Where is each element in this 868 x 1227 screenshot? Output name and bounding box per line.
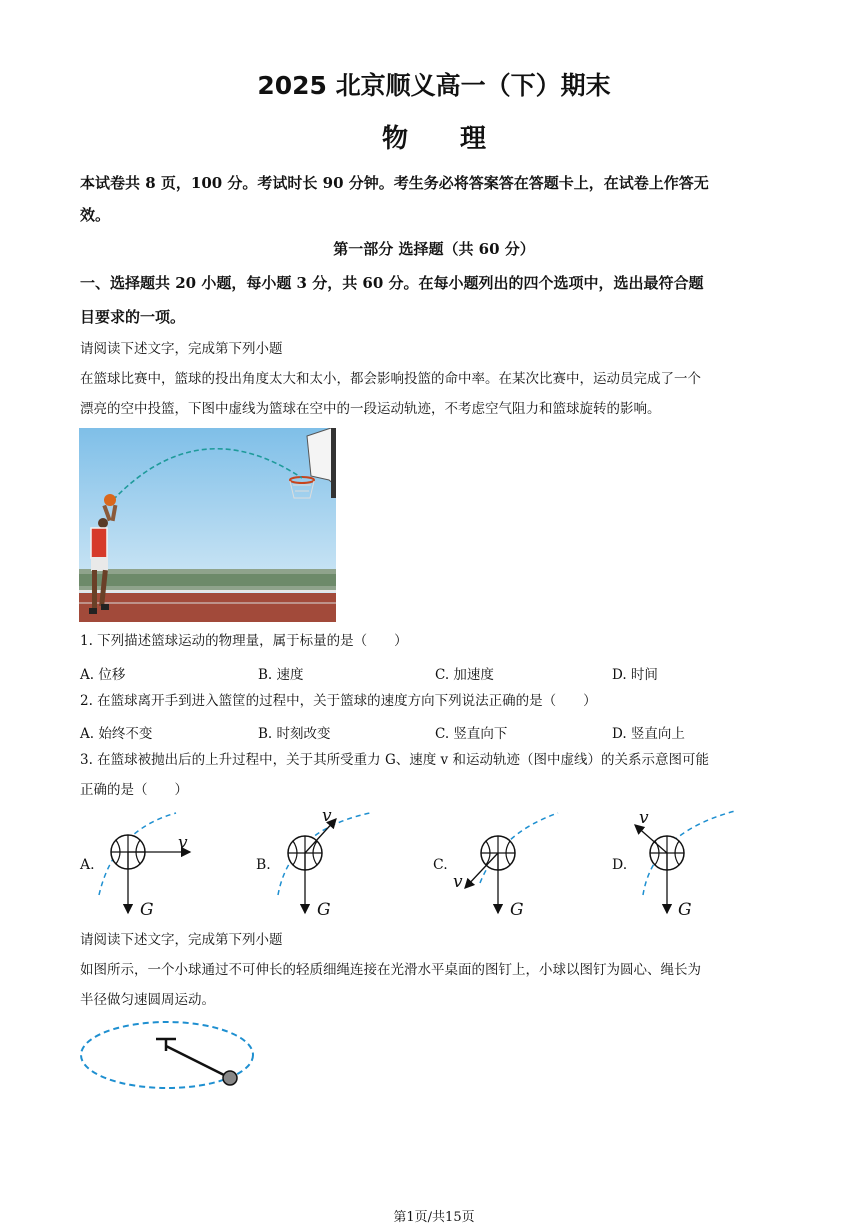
q1-stem: 1. 下列描述篮球运动的物理量，属于标量的是（ ） (80, 633, 408, 649)
q3-a-v-label: v (178, 833, 188, 853)
q3-option-b-letter[interactable]: B. (256, 857, 271, 873)
q3-diagram-a[interactable] (94, 805, 214, 925)
passage1-intro: 请阅读下述文字，完成第下列小题 (80, 341, 283, 357)
q1-option-a[interactable]: A. 位移 (80, 667, 126, 683)
q3-option-a-letter[interactable]: A. (80, 857, 95, 873)
passage1-line-1: 在篮球比赛中，篮球的投出角度太大和太小，都会影响投篮的命中率。在某次比赛中，运动员完成了一个 (80, 371, 701, 387)
q2-option-a[interactable]: A. 始终不变 (80, 726, 153, 742)
q3-a-g-label: G (140, 900, 154, 920)
q3-stem-line-2: 正确的是（ ） (80, 782, 188, 798)
q3-c-v-label: v (453, 872, 463, 892)
section-instruction-line-2: 目要求的一项。 (80, 308, 186, 326)
subject-title: 物 理 (381, 124, 486, 154)
q3-d-v-label: v (639, 808, 649, 828)
section-instruction-line-1: 一、选择题共 20 小题，每小题 3 分，共 60 分。在每小题列出的四个选项中，选出最符合题 (80, 274, 704, 292)
q3-option-c-letter[interactable]: C. (433, 857, 448, 873)
q3-d-g-label: G (678, 900, 692, 920)
q2-option-b[interactable]: B. 时刻改变 (258, 726, 331, 742)
q2-option-c[interactable]: C. 竖直向下 (435, 726, 508, 742)
passage1-line-2: 漂亮的空中投篮，下图中虚线为篮球在空中的一段运动轨迹，不考虑空气阻力和篮球旋转的影响。 (80, 401, 661, 417)
notice-line-2: 效。 (80, 206, 111, 224)
q3-b-v-label: v (322, 806, 332, 826)
q2-option-d[interactable]: D. 竖直向上 (612, 726, 685, 742)
passage2-intro: 请阅读下述文字，完成第下列小题 (80, 932, 283, 948)
q3-stem-line-1: 3. 在篮球被抛出后的上升过程中，关于其所受重力 G、速度 v 和运动轨迹（图中虚线）的关系示意图可能 (80, 752, 709, 768)
q2-stem: 2. 在篮球离开手到进入篮筐的过程中，关于篮球的速度方向下列说法正确的是（ ） (80, 693, 597, 709)
q1-option-c[interactable]: C. 加速度 (435, 667, 494, 683)
small-ball-icon (223, 1071, 237, 1085)
passage2-line-1: 如图所示，一个小球通过不可伸长的轻质细绳连接在光滑水平桌面的图钉上，小球以图钉为圆心、绳长为 (80, 962, 701, 978)
q1-option-b[interactable]: B. 速度 (258, 667, 304, 683)
basketball-shot-photo (79, 428, 336, 622)
q1-option-d[interactable]: D. 时间 (612, 667, 658, 683)
q3-c-g-label: G (510, 900, 524, 920)
passage2-line-2: 半径做匀速圆周运动。 (80, 992, 215, 1008)
q3-b-g-label: G (317, 900, 331, 920)
exam-title: 2025 北京顺义高一（下）期末 (257, 71, 611, 100)
part-one-heading: 第一部分 选择题（共 60 分） (333, 240, 535, 258)
page-footer: 第1页/共15页 (393, 1210, 475, 1225)
circular-motion-diagram (76, 1018, 258, 1096)
notice-line-1: 本试卷共 8 页，100 分。考试时长 90 分钟。考生务必将答案答在答题卡上，在试卷上作答无 (80, 174, 709, 192)
q3-option-d-letter[interactable]: D. (612, 857, 628, 873)
